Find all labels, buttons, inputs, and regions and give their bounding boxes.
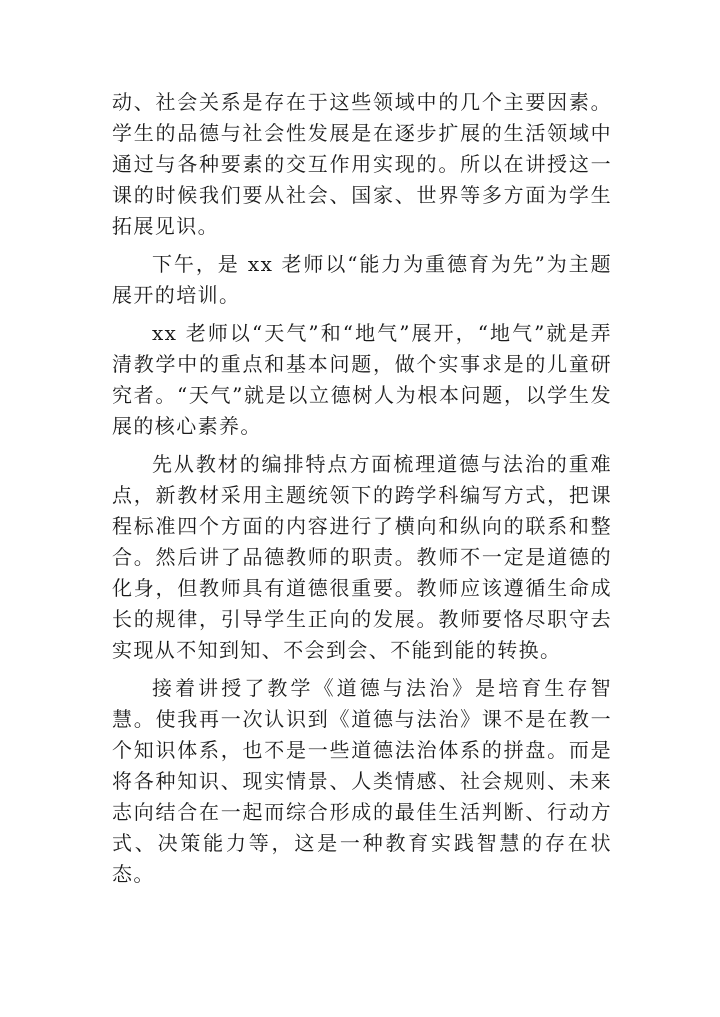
paragraph-textbook-analysis: 先从教材的编排特点方面梳理道德与法治的重难点，新教材采用主题统领下的跨学科编写方式，把课程标准四个方面的内容进行了横向和纵向的联系和整合。然后讲了品德教师的职责。教师不一定是道德的化身，但教师具有道德很重要。教师应该遵循生命成长的规律，引导学生正向的发展。教师要恪尽职守去实现从不知到知、不会到会、不能到能的转换。 xyxy=(112,452,612,662)
paragraph-survival-wisdom: 接着讲授了教学《道德与法治》是培育生存智慧。使我再一次认识到《道德与法治》课不是在教一个知识体系，也不是一些道德法治体系的拼盘。而是将各种知识、现实情景、人类情感、社会规则、未来志向结合在一起而综合形成的最佳生活判断、行动方式、决策能力等，这是一种教育实践智慧的存在状态。 xyxy=(112,676,612,886)
paragraph-afternoon-training: 下午，是 xx 老师以“能力为重德育为先”为主题展开的培训。 xyxy=(112,252,612,307)
paragraph-continuation: 动、社会关系是存在于这些领域中的几个主要因素。学生的品德与社会性发展是在逐步扩展的生活领域中通过与各种要素的交互作用实现的。所以在讲授这一课的时候我们要从社会、国家、世界等多方面为学生拓展见识。 xyxy=(112,90,612,238)
document-body xyxy=(112,87,612,897)
paragraph-tianqi-diqi: xx 老师以“天气”和“地气”展开，“地气”就是弄清教学中的重点和基本问题，做个实事求是的儿童研究者。“天气”就是以立德树人为根本问题，以学生发展的核心素养。 xyxy=(112,321,612,438)
